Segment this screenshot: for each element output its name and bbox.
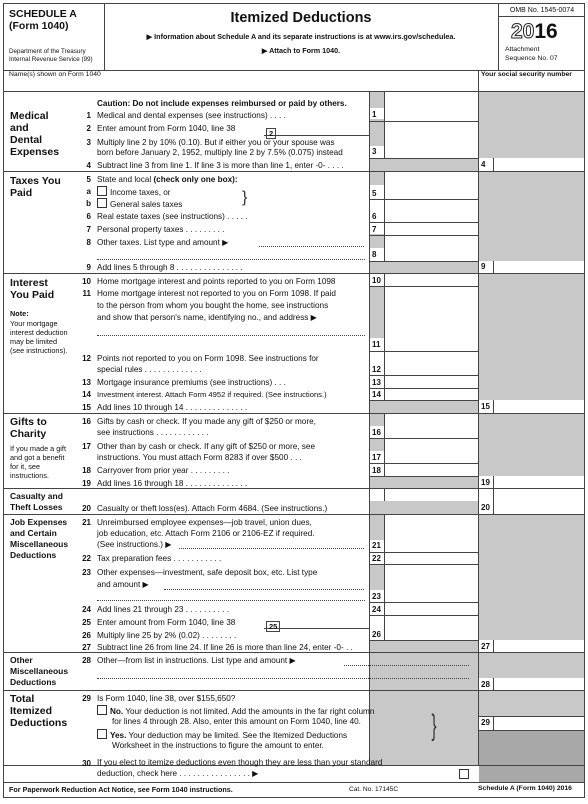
line-17-label-b: instructions. You must attach Form 8283 if over $500 . . .: [97, 453, 302, 462]
form-id-block: [4, 4, 105, 70]
shade-mid-l16a: [370, 414, 384, 426]
line-3-label-b: born before January 2, 1952, multiply line 2 by 7.5% (0.075) instead: [97, 148, 343, 157]
shade-mid-total: [370, 691, 478, 766]
line-12-amount[interactable]: [385, 363, 478, 375]
line-16-label-b: see instructions . . . . . . . . . . . .: [97, 428, 209, 437]
section-total: Total Itemized Deductions: [10, 693, 68, 729]
section-medical: Medical and Dental Expenses: [10, 110, 60, 158]
line-2-amount[interactable]: 2: [264, 123, 369, 136]
shade-col-total: [479, 690, 584, 716]
form-number: (Form 1040): [9, 20, 69, 32]
shade-mid-l11: [370, 286, 384, 338]
line-15-amount[interactable]: [494, 400, 584, 413]
line-4-amount[interactable]: [494, 159, 584, 171]
line-7-amount[interactable]: [385, 223, 478, 235]
omb-block: [498, 4, 585, 70]
tax-year: 2016: [511, 20, 558, 43]
line-6-label: Real estate taxes (see instructions) . . . . .: [97, 212, 248, 221]
line-18-label: Carryover from prior year . . . . . . . . .: [97, 466, 230, 475]
omb-number: OMB No. 1545-0074: [499, 7, 585, 17]
shade-col-taxes: [479, 171, 584, 261]
line-2-label: Enter amount from Form 1040, line 38: [97, 124, 236, 133]
line-23-amount[interactable]: [385, 590, 478, 602]
line-30-label-a: If you elect to itemize deductions even though they are less than your standard: [97, 758, 383, 767]
ssn-label: Your social security number: [481, 71, 572, 78]
paperwork-notice: For Paperwork Reduction Act Notice, see Form 1040 instructions.: [9, 785, 233, 794]
income-taxes-checkbox[interactable]: [97, 186, 107, 196]
gifts-note: If you made a gift and got a benefit for it, see instructions.: [10, 444, 66, 480]
line-29-no-option[interactable]: No. Your deduction is not limited. Add the amounts in the far right column: [97, 705, 374, 717]
line-29-no-detail: for lines 4 through 28. Also, enter this amount on Form 1040, line 40.: [112, 717, 361, 726]
line-6-amount[interactable]: [385, 210, 478, 222]
dept-treasury: Department of the Treasury: [9, 48, 86, 55]
shade-mid-caution: [370, 92, 384, 108]
line-10-amount[interactable]: [385, 274, 478, 286]
line-21-amount[interactable]: [385, 540, 478, 552]
line-26-amount[interactable]: [385, 628, 478, 640]
shade-col-gifts: [479, 413, 584, 476]
shade-mid-l28: [370, 653, 478, 690]
line-30-label-b: deduction, check here . . . . . . . . . . . . . . . . ▶: [97, 769, 259, 778]
shade-col-medical: [479, 92, 584, 158]
shade-mid-l4: [370, 159, 478, 171]
shade-mid-l27: [370, 640, 478, 652]
line-11-label-c: and show that person's name, identifying no., and address ▶: [97, 313, 317, 322]
line-20-label: Casualty or theft loss(es). Attach Form 4684. (See instructions.): [97, 504, 328, 513]
line-8-amount[interactable]: [385, 248, 478, 261]
line-19-label: Add lines 16 through 18 . . . . . . . . . . . . . .: [97, 479, 248, 488]
section-gifts: Gifts to Charity: [10, 416, 47, 440]
sales-taxes-checkbox[interactable]: [97, 198, 107, 208]
line-1-label: Medical and dental expenses (see instructions) . . . .: [97, 111, 286, 120]
shade-mid-l19: [370, 476, 478, 488]
caution-text: Caution: Do not include expenses reimbursed or paid by others.: [97, 99, 347, 108]
line-25-amount[interactable]: 25: [264, 616, 369, 629]
catalog-number: Cat. No. 17145C: [349, 786, 399, 793]
no-checkbox[interactable]: [97, 705, 107, 715]
line-14-amount[interactable]: [385, 388, 478, 400]
line-19-amount[interactable]: [494, 476, 584, 488]
interest-note: Your mortgage interest deduction may be limited (see instructions).: [10, 319, 68, 355]
shade-col-other: [479, 652, 584, 678]
shade-mid-l2: [370, 119, 384, 146]
line-23-label-b: and amount ▶: [97, 580, 149, 589]
yes-checkbox[interactable]: [97, 729, 107, 739]
line-26-label: Multiply line 25 by 2% (0.02) . . . . . . . .: [97, 631, 237, 640]
line-17-label-a: Other than by cash or check. If any gift of $250 or more, see: [97, 442, 315, 451]
names-label: Name(s) shown on Form 1040: [9, 71, 101, 78]
line-13-label: Mortgage insurance premiums (see instructions) . . .: [97, 378, 286, 387]
ssn-field[interactable]: [478, 71, 585, 91]
line-11-label-b: to the person from whom you bought the home, see instructions: [97, 301, 329, 310]
line-5a-option[interactable]: Income taxes, or: [97, 186, 171, 198]
line-15-label: Add lines 10 through 14 . . . . . . . . . . . . . .: [97, 403, 248, 412]
line-9-amount[interactable]: [494, 261, 584, 273]
form-title: Itemized Deductions: [230, 10, 372, 26]
line-24-label: Add lines 21 through 23 . . . . . . . . . .: [97, 605, 229, 614]
line-27-label: Subtract line 26 from line 24. If line 26 is more than line 24, enter -0- . .: [97, 643, 353, 652]
line-16-amount[interactable]: [385, 426, 478, 438]
section-job-expenses: Job Expenses and Certain Miscellaneous Deductions: [10, 517, 69, 560]
section-taxes: Taxes You Paid: [10, 175, 61, 199]
line-29-yes-detail: Worksheet in the instructions to figure the amount to enter.: [112, 741, 324, 750]
line-17-amount[interactable]: [385, 451, 478, 463]
section-casualty: Casualty and Theft Losses: [10, 491, 63, 512]
line-29-amount[interactable]: [494, 716, 584, 730]
line-8-label: Other taxes. List type and amount ▶: [97, 238, 229, 247]
section-other-misc: Other Miscellaneous Deductions: [10, 655, 69, 687]
line-11-amount[interactable]: [385, 338, 478, 351]
line-23-label-a: Other expenses—investment, safe deposit box, etc. List type: [97, 568, 318, 577]
shade-mid-l15: [370, 400, 478, 413]
shade-col-interest: [479, 273, 584, 400]
schedule-a-form: SCHEDULE A (Form 1040) Department of the Treasury Internal Revenue Service (99) Itemized Deductions ▶ Information about Schedule A and its separate instructions is at www.irs.gov/schedulea. ▶ Attach to Form 1040. OMB No. 1545-0074 2016 Attachment Sequence No. 07 Name(s) shown on Form 1040 Your social security number Medical and Dental Expenses Taxes You Paid Interest You Paid Note: Your mortgage interest deduction may be limited (see instructions). Gifts to Charity If you made a gift and got a benefit for it, see instructions. Casualty and Theft Losses Job Expenses and Certain Miscellaneous Deductions Other Miscellaneous Deductions Total Itemized Deductions Caution: Do not include expenses reimbursed or paid by others. 1 Medical and dental expenses (see instructions) . . . . 1 2 Enter amount from Form 1040, line 38 2 3 Multiply line 2 by 10% (0.10). But if either you or your spouse was born before January 2, 1952, multiply line 2 by 7.5% (0.075) instead 3 4 Subtract line 3 from line 1. If line 3 is more than line 1, enter -0- . . . . 4 5 State and local (check only one box): a Income taxes, or b General sales taxes } 5 6 Real estate taxes (see instructions) . . . . . 6 7 Personal property taxes . . . . . . . . . 7 8 Other taxes. List type and amount ▶ 8 9 Add lines 5 through 8 . . . . . . . . . . . . . . . 9 10 Home mortgage interest and points reported to you on Form 1098 10 11 Home mortgage interest not reported to you on Form 1098. If paid to the person from whom you bought the home, see instructions and show that person's name, identifying no., and address ▶ 11 12 Points not reported to you on Form 1098. See instructions for special rules . . . . . . . . . . . . . 12 13 Mortgage insurance premiums (see instructions) . . . 13 14 Investment interest. Attach Form 4952 if required. (See instructions.) 14 15 Add lines 10 through 14 . . . . . . . . . . . . . . 15 16 Gifts by cash or check. If you made any gift of $250 or more, see instructions . . . . . . . . . . . . 16 17 Other than by cash or check. If any gift of $250 or more, see instructions. You must attach Form 8283 if over $500 . . . 17 18 Carryover from prior year . . . . . . . . . 18 19 Add lines 16 through 18 . . . . . . . . . . . . . . 19 20 Casualty or theft loss(es). Attach Form 4684. (See instructions.) 20 21 Unreimbursed employee expenses—job travel, union dues, job education, etc. Attach Form 2106 or 2106-EZ if required. (See instructions.) ▶ 21 22 Tax preparation fees . . . . . . . . . . . 22 23 Other expenses—investment, safe deposit box, etc. List type and amount ▶ 23 24 Add lines 21 through 23 . . . . . . . . . . 24 25 Enter amount from Form 1040, line 38 25 26 Multiply line 25 by 2% (0.02) . . . . . . . . 26 27 Subtract line 26 from line 24. If line 26 is more than line 24, enter -0- . . 27 28 Other—from list in instructions. List type and amount ▶ 28 29 Is Form 1040, line 38, over $155,650? No. Your deduction is not limited. Add the amounts in the far right column for lines 4 through 28. Also, enter this amount on Form 1040, line 40. Yes. Your deduction may be limited. See the Itemized Deductions Worksheet in the instructions to figure the amount to enter. } 29 30 If you elect to itemize deductions even though they are less than your standard deduction, check here . . . . . . . . . . . . . . . . ▶ For Paperwork Reduction Act Notice, see Form 1040 instructions. Cat. No. 17145C Schedule A (Form 1040) 2016: [3, 3, 585, 798]
line-16-label-a: Gifts by cash or check. If you made any gift of $250 or more,: [97, 417, 316, 426]
line-14-label: Investment interest. Attach Form 4952 if required. (See instructions.): [97, 390, 327, 399]
line-10-label: Home mortgage interest and points reported to you on Form 1098: [97, 277, 336, 286]
attach-line: ▶ Attach to Form 1040.: [261, 46, 341, 55]
line-29-yes-option[interactable]: Yes. Your deduction may be limited. See the Itemized Deductions: [97, 729, 347, 741]
line-11-label-a: Home mortgage interest not reported to you on Form 1098. If paid: [97, 289, 336, 298]
line-20-amount[interactable]: [494, 501, 584, 514]
interest-note-heading: Note:: [10, 309, 29, 318]
line-3-label-a: Multiply line 2 by 10% (0.10). But if either you or your spouse was: [97, 138, 335, 147]
sequence-number: Sequence No. 07: [505, 55, 558, 62]
line-5-amount[interactable]: [385, 186, 478, 199]
line-12-label-b: special rules . . . . . . . . . . . . .: [97, 365, 202, 374]
line-13-amount[interactable]: [385, 376, 478, 388]
line-7-label: Personal property taxes . . . . . . . . .: [97, 225, 225, 234]
attachment-label: Attachment: [505, 46, 540, 53]
line-25-label: Enter amount from Form 1040, line 38: [97, 618, 236, 627]
line-18-amount[interactable]: [385, 464, 478, 476]
shade-mid-l5head: [370, 172, 384, 185]
line-28-amount[interactable]: [494, 678, 584, 690]
line-21-label-a: Unreimbursed employee expenses—job travel, union dues,: [97, 518, 312, 527]
line-1-amount[interactable]: [385, 108, 478, 121]
shade-mid-l21: [370, 515, 384, 540]
line-23-description[interactable]: [164, 589, 364, 590]
line-21-label-c: (See instructions.) ▶: [97, 540, 172, 549]
line-22-amount[interactable]: [385, 552, 478, 564]
line-9-label: Add lines 5 through 8 . . . . . . . . . . . . . . .: [97, 263, 243, 272]
line-5b-option[interactable]: General sales taxes: [97, 198, 182, 210]
info-line: ▶ Information about Schedule A and its separate instructions is at www.irs.gov/schedulea.: [146, 32, 456, 41]
shade-mid-l8: [370, 234, 384, 248]
footer-form-id: Schedule A (Form 1040) 2016: [478, 785, 572, 792]
line-27-amount[interactable]: [494, 640, 584, 652]
shade-col-jobexp: [479, 514, 584, 640]
shade-mid-l17a: [370, 439, 384, 451]
line-28-description[interactable]: [344, 665, 469, 666]
line-21-label-b: job education, etc. Attach Form 2106 or 2106-EZ if required.: [97, 529, 315, 538]
line-11-description[interactable]: [97, 335, 365, 336]
shade-col-total-dark: [479, 730, 584, 782]
shade-mid-l23: [370, 565, 384, 590]
line-21-description[interactable]: [179, 548, 364, 549]
line-8-description[interactable]: [259, 246, 364, 247]
section-interest: Interest You Paid: [10, 277, 55, 301]
schedule-title: SCHEDULE A: [9, 8, 77, 20]
line-4-label: Subtract line 3 from line 1. If line 3 is more than line 1, enter -0- . . . .: [97, 161, 344, 170]
name-field[interactable]: [4, 71, 478, 91]
line-12-label-a: Points not reported to you on Form 1098. See instructions for: [97, 354, 319, 363]
line-24-amount[interactable]: [385, 603, 478, 615]
itemize-election-checkbox[interactable]: [459, 769, 469, 779]
line-28-label: Other—from list in instructions. List type and amount ▶: [97, 656, 296, 665]
line-29-label: Is Form 1040, line 38, over $155,650?: [97, 694, 236, 703]
form-title-block: [104, 4, 498, 70]
line-22-label: Tax preparation fees . . . . . . . . . . .: [97, 554, 222, 563]
line-5-label: State and local (check only one box):: [97, 175, 238, 184]
shade-mid-l20: [370, 501, 478, 514]
irs-label: Internal Revenue Service (99): [9, 56, 93, 63]
shade-mid-l9: [370, 261, 478, 273]
